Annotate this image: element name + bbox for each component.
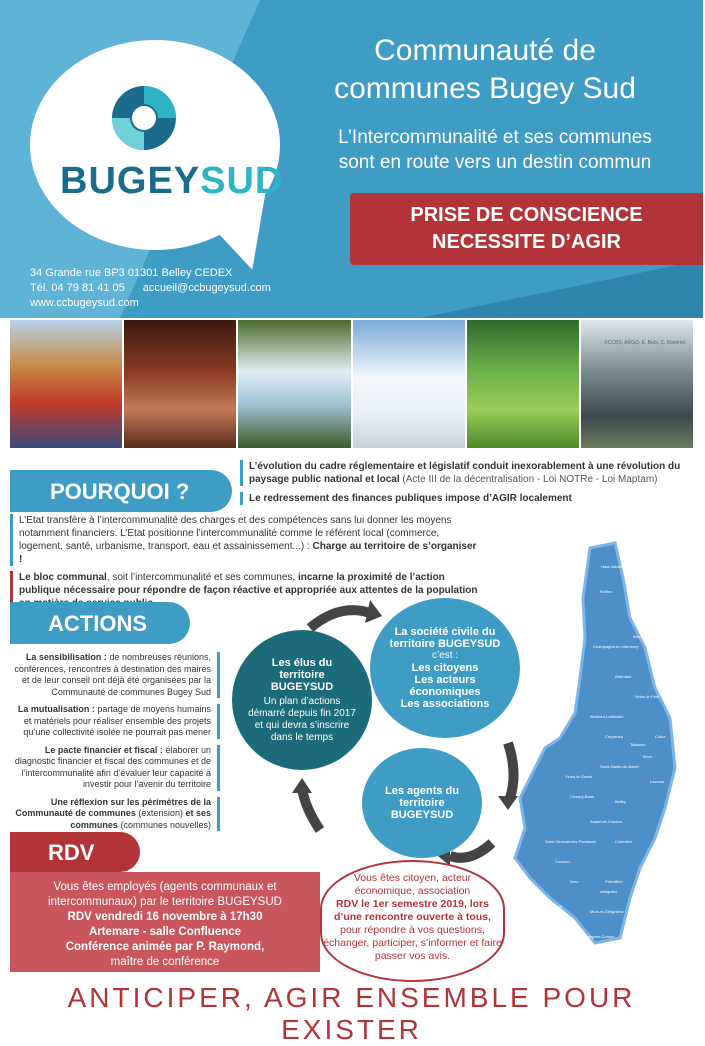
- map-label: Murs-et-Gélignieux: [590, 909, 624, 914]
- website-link[interactable]: www.ccbugeysud.com: [30, 297, 139, 309]
- pourquoi-points-top: [240, 460, 690, 511]
- map-label: Saint-Martin-de-Bavel: [600, 764, 639, 769]
- map-label: Haut-Valromey: [601, 564, 628, 569]
- actors-diagram: [220, 598, 520, 838]
- action-item: La mutualisation : partage de moyens humains et matériels pour réaliser ensemble des projets qu’une collectivité isolée ne pourrait pas mener: [10, 704, 220, 739]
- map-label: Izieu: [570, 879, 579, 884]
- actions-heading: ACTIONS: [10, 602, 190, 644]
- circle-elected-officials: Les élus du territoire BUGEYSUD Un plan d’actions démarré depuis fin 2017 et qui devra s’inscrire dans le temps: [232, 630, 372, 770]
- map-label: Belmont-Luthézieu: [590, 714, 624, 719]
- photo-credit: ©CCBS, ARGO, E. Bebi, C. Martelet: [604, 340, 685, 346]
- pourquoi-point-3: L’Etat transfère à l’intercommunalité des charges et des compétences sans lui donner les moyens notamment financiers. L’Etat positionne l’intercommunalité comme le référent local (commerce, logement, santé, urbanisme, transport, eau et assainissement...) : Charge au territoire de s’organiser !: [10, 514, 480, 566]
- bugeysud-logo-icon: [108, 82, 180, 154]
- map-label: Colomieu: [615, 839, 632, 844]
- page-subtitle: L’Intercommunalité et ses communes sont en route vers un destin commun: [338, 127, 652, 173]
- arrow-icon: [302, 788, 320, 830]
- slogan: ANTICIPER, AGIR ENSEMBLE POUR EXISTER: [67, 982, 636, 1045]
- rdv-heading: RDV: [10, 832, 140, 872]
- map-label: Saint-Germain-les-Paroisses: [545, 839, 597, 844]
- pourquoi-point-4: Le bloc communal, soit l’intercommunalité et ses communes, incarne la proximité de l’action publique nécessaire pour répondre de façon réactive et appropriée aux attentes de la population: [10, 571, 480, 610]
- territory-map: [505, 538, 705, 948]
- photo-waterfall: [238, 320, 350, 448]
- map-label: Chazey-Bons: [570, 794, 595, 799]
- logo-wordmark: BUGEYSUD: [60, 160, 284, 202]
- map-label: Brégnier-Cordon: [585, 934, 615, 939]
- map-label: Brénaz: [633, 634, 646, 639]
- arrow-head-icon: [365, 600, 382, 623]
- rdv-citizens-bubble: Vous êtes citoyen, acteur économique, association RDV le 1er semestre 2019, lors d’une rencontre ouverte à tous, pour répondre à vos questions, échanger, participer, s’informer et faire passer vos avis.: [320, 860, 505, 982]
- map-label: Virieu-le-Petit: [635, 694, 659, 699]
- photo-cyclists: [467, 320, 579, 448]
- address: 34 Grande rue BP3 01301 Belley CEDEX: [30, 267, 233, 279]
- pourquoi-point-2: Le redressement des finances publiques impose d’AGIR localement: [240, 492, 690, 505]
- email-link[interactable]: accueil@ccbugeysud.com: [142, 282, 271, 294]
- map-label: Talissieu: [630, 742, 646, 747]
- photo-audience: [124, 320, 236, 448]
- phone: Tél. 04 79 81 41 05: [30, 282, 125, 294]
- pourquoi-point-1: L’évolution du cadre réglementaire et législatif conduit inexorablement à une révolution du paysage public national et local (Acte III de la décentralisation - Loi NOTRe - Loi Maptam): [240, 460, 690, 486]
- action-item: La sensibilisation : de nombreuses réunions, conférences, rencontres à destination des maires et de leur conseil ont déjà été organisées par la Communauté de communes Bugey Sud: [10, 652, 220, 698]
- map-label: Artemare: [615, 674, 632, 679]
- photo-strip: [10, 320, 693, 448]
- page-title: Communauté de communes Bugey Sud: [334, 34, 636, 105]
- action-item: Une réflexion sur les périmètres de la Communauté de communes (extension) et ses communes (communes nouvelles): [10, 797, 220, 832]
- map-label: Prémillieu: [605, 879, 623, 884]
- awareness-banner: PRISE DE CONSCIENCE NECESSITE D’AGIR: [350, 193, 703, 265]
- photo-parade: [10, 320, 122, 448]
- map-label: Belley: [615, 799, 626, 804]
- map-label: Ceyzérieu: [605, 734, 624, 739]
- map-label: Groslée-Saint-Benoit: [525, 904, 563, 909]
- map-label: Virieu-le-Grand: [565, 774, 593, 779]
- map-label: Andert-et-Condon: [590, 819, 622, 824]
- map-label: Arbignieu: [600, 889, 617, 894]
- photo-snow: [353, 320, 465, 448]
- actions-list: [10, 652, 220, 837]
- map-label: Ruffieu: [600, 589, 613, 594]
- map-label: Lavours: [650, 779, 665, 784]
- map-label: Conzieu: [555, 859, 570, 864]
- map-label: Culoz: [655, 734, 666, 739]
- header-band: [0, 0, 703, 318]
- circle-agents: Les agents du territoire BUGEYSUD: [362, 748, 482, 858]
- map-label: Béon: [643, 754, 653, 759]
- action-item: Le pacte financier et fiscal : élaborer un diagnostic financier et fiscal des communes et de l’intercommunalité afin d’évaluer leur capacité à investir pour l’avenir du territoire: [10, 745, 220, 791]
- arrow-head-icon: [292, 778, 312, 793]
- rdv-agents-box: Vous êtes employés (agents communaux et intercommunaux) par le territoire BUGEYSUD RDV vendredi 16 novembre à 17h30 Artemare - salle Confluence Conférence animée par P. Raymond, maître de conférence: [10, 872, 320, 972]
- arrow-icon: [310, 610, 370, 628]
- contact-block: [30, 266, 271, 311]
- pourquoi-heading: POURQUOI ?: [10, 470, 232, 512]
- circle-civil-society: La société civile du territoire BUGEYSUD c’est : Les citoyens Les acteurs économiques Les associations: [370, 598, 520, 738]
- map-label: Champagne-en-Valromey: [593, 644, 639, 649]
